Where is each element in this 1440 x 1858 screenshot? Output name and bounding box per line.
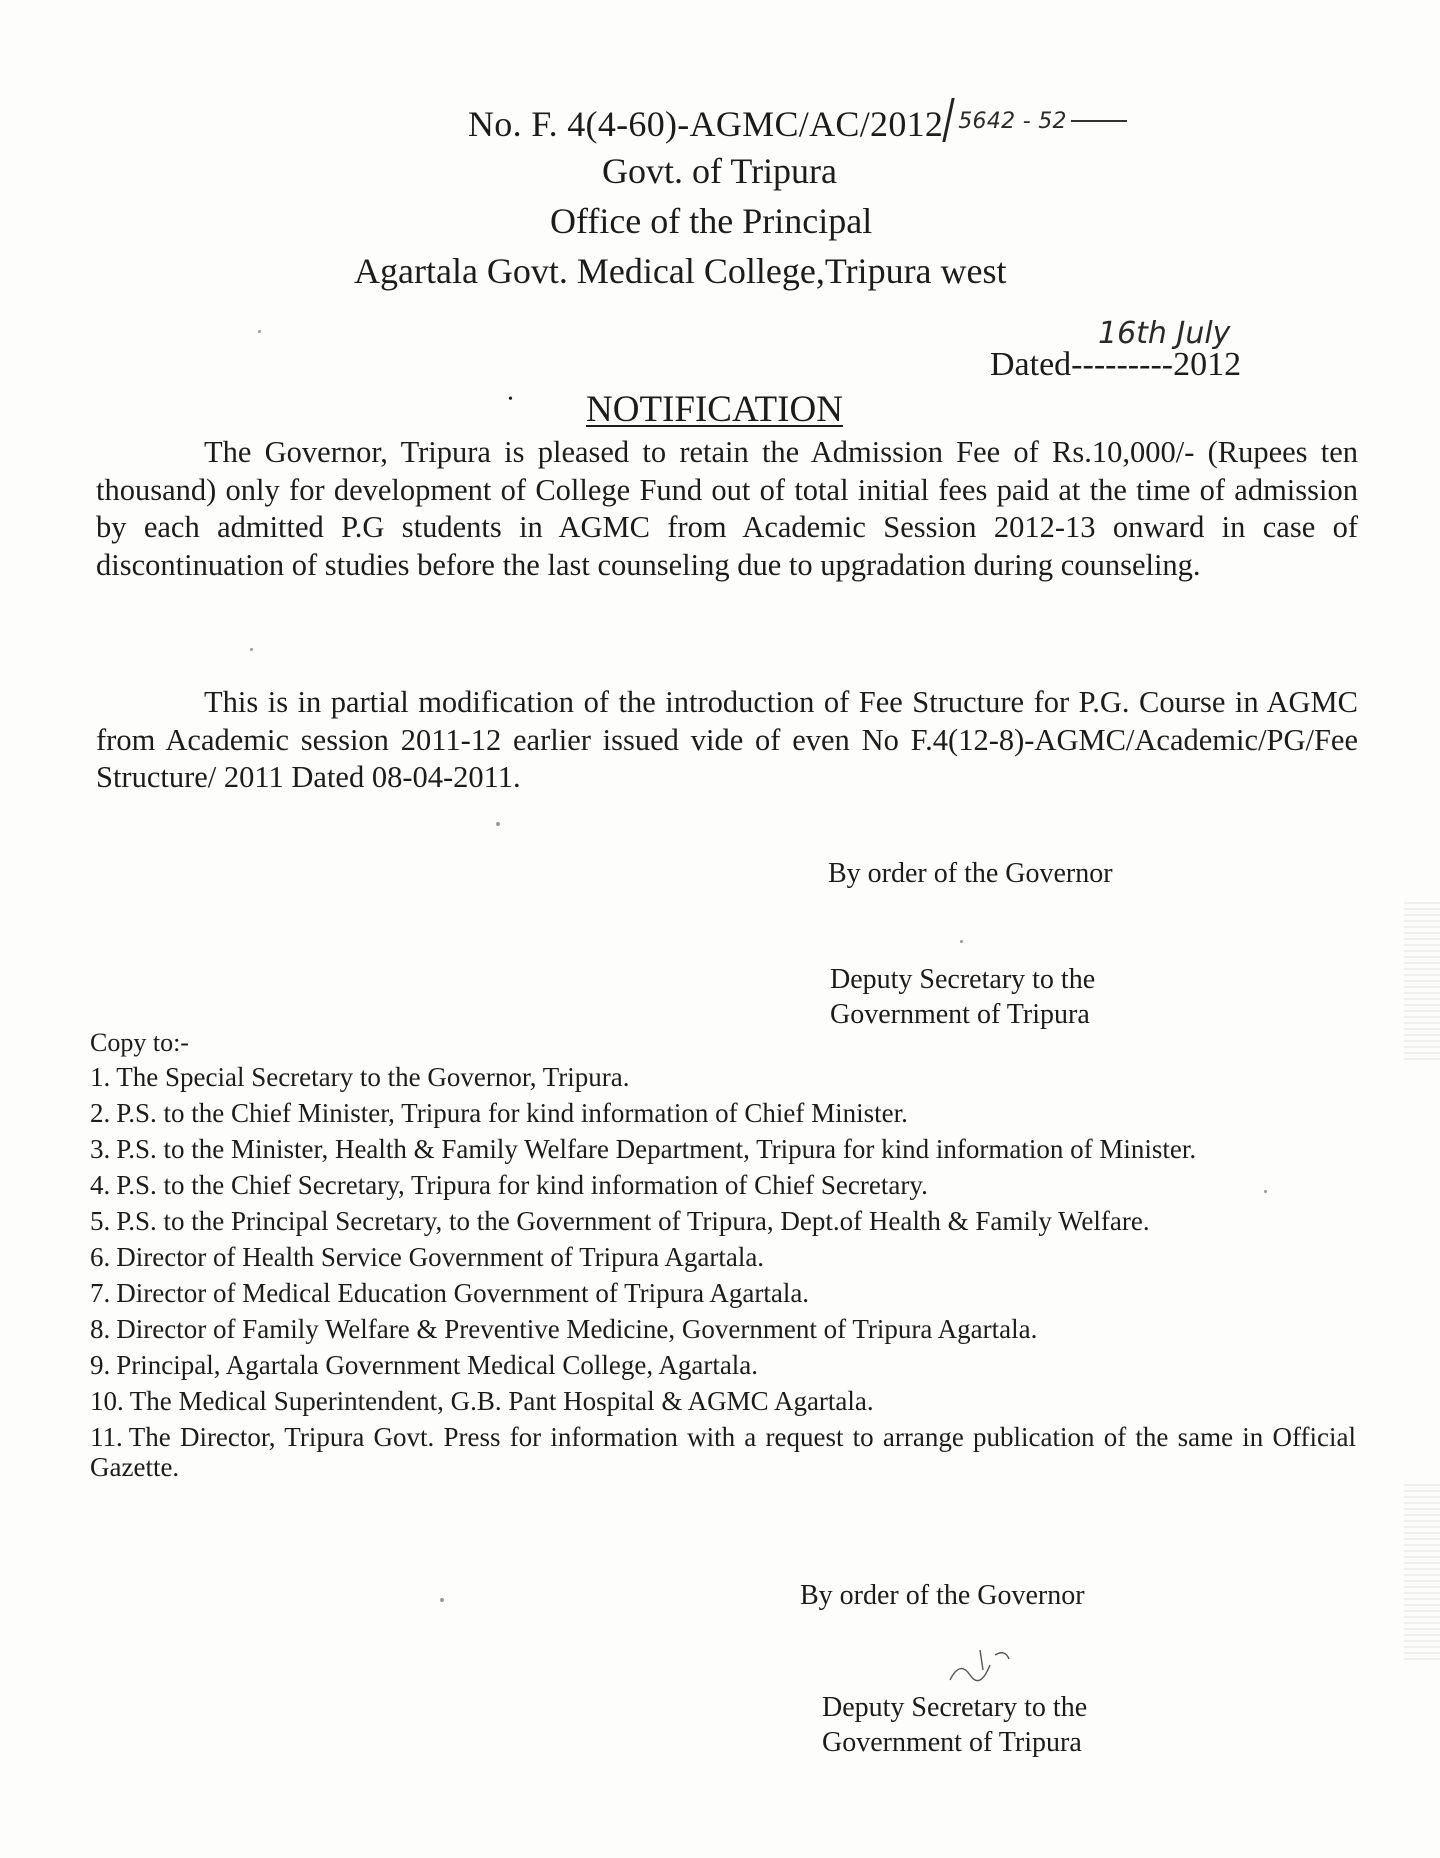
copy-item [90,1170,1356,1200]
copy-item-text: P.S. to the Chief Minister, Tripura for kind information of Chief Minister. [116,1098,908,1128]
copy-item-number: 2. [90,1098,111,1128]
notification-title: NOTIFICATION [586,389,843,430]
handwritten-date: 16th July [1098,316,1231,351]
copy-item [90,1350,1356,1380]
copy-item [90,1278,1356,1308]
handwritten-dash [1071,120,1127,122]
scan-speck [1264,1190,1267,1193]
notification-paragraph-2: This is in partial modification of the introduction of Fee Structure for P.G. Course in AGMC from Academic session 2011-12 earlier issued vide of even No F.4(12-8)-AGMC/Academic/PG/Fee Structure/ 2011 Dated 08-04-2011. [96,685,1358,794]
copy-item-text: Director of Family Welfare & Preventive Medicine, Government of Tripura Agartala. [116,1314,1038,1344]
copy-item [90,1098,1356,1128]
govt-heading: Govt. of Tripura [602,151,838,191]
copy-item-number: 11. [90,1422,123,1452]
copy-item-number: 10. [90,1386,124,1416]
copy-item [90,1314,1356,1344]
scan-edge-noise [1404,900,1440,1060]
copy-item-number: 5. [90,1206,111,1236]
copy-item [90,1386,1356,1416]
reference-separator [943,98,955,142]
signature-block-1 [830,962,1095,1032]
order-line-1: By order of the Governor [828,858,1113,889]
signature-scribble [940,1630,1020,1690]
scan-edge-noise [1404,1480,1440,1660]
copy-item-number: 8. [90,1314,111,1344]
copy-item-text: P.S. to the Minister, Health & Family Welfare Department, Tripura for kind information of Minister. [116,1134,1197,1164]
copy-to-heading: Copy to:- [90,1028,189,1057]
scan-speck [496,822,500,826]
copy-item-text: P.S. to the Chief Secretary, Tripura for kind information of Chief Secretary. [116,1170,928,1200]
designation-line-1: Deputy Secretary to the [830,964,1096,995]
scan-speck [258,330,261,333]
notification-paragraph-1: The Governor, Tripura is pleased to retain the Admission Fee of Rs.10,000/- (Rupees ten thousand) only for development of College Fund out of total initial fees paid at the time of admission by each admitted P.G students in AGMC from Academic Session 2012-13 onward in case of discontinuation of studies before the last counseling due to upgradation during counseling. [96,435,1358,582]
copy-item-text: Principal, Agartala Government Medical College, Agartala. [116,1350,759,1380]
college-heading: Agartala Govt. Medical College,Tripura west [354,251,1007,291]
copy-item [90,1206,1356,1236]
office-heading: Office of the Principal [550,201,873,241]
copy-item-text: The Medical Superintendent, G.B. Pant Hospital & AGMC Agartala. [129,1386,874,1416]
scan-speck [960,940,963,943]
scan-speck [250,648,253,651]
copy-item-number: 6. [90,1242,111,1272]
copy-item [90,1422,1356,1482]
designation-line-2: Government of Tripura [822,1727,1082,1758]
copy-item-text: The Special Secretary to the Governor, Tripura. [116,1062,630,1092]
designation-line-2: Government of Tripura [830,999,1090,1030]
reference-number: No. F. 4(4-60)-AGMC/AC/2012 [468,104,944,144]
order-line-2: By order of the Governor [800,1580,1085,1611]
copy-item-number: 1. [90,1062,111,1092]
designation-line-1: Deputy Secretary to the [822,1692,1088,1723]
copy-item-number: 3. [90,1134,111,1164]
signature-block-2 [822,1690,1087,1760]
copy-item [90,1242,1356,1272]
reference-number-line [468,98,1127,145]
scan-speck [440,1598,444,1602]
copy-item-number: 9. [90,1350,111,1380]
copy-item-text: The Director, Tripura Govt. Press for information with a request to arrange publication of the same in Official Gazette. [90,1422,1356,1482]
copy-item-number: 4. [90,1170,111,1200]
dated-line: Dated---------2012 [990,346,1242,383]
bullet-mark: • [508,392,513,407]
copy-item [90,1134,1356,1164]
copy-item-text: P.S. to the Principal Secretary, to the Government of Tripura, Dept.of Health & Family Welfare. [116,1206,1150,1236]
copy-to-list [90,1062,1356,1488]
handwritten-reference: 5642 - 52 [958,109,1067,134]
copy-item-text: Director of Health Service Government of Tripura Agartala. [116,1242,765,1272]
copy-item [90,1062,1356,1092]
copy-item-text: Director of Medical Education Government of Tripura Agartala. [116,1278,810,1308]
copy-item-number: 7. [90,1278,111,1308]
